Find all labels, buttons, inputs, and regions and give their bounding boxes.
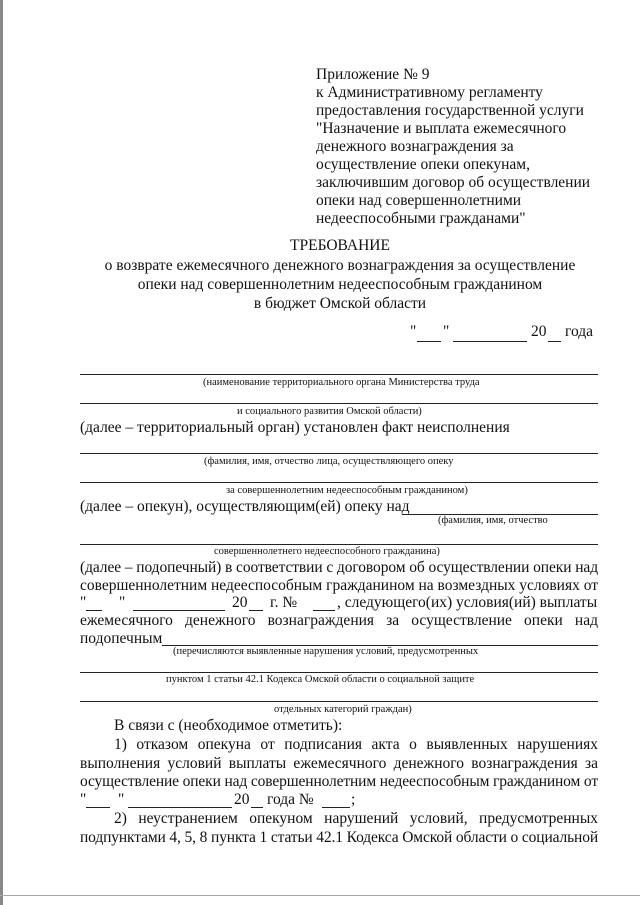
reasons-intro: В связи с (необходимое отметить): (114, 717, 343, 734)
territorial-organ-blank (80, 403, 598, 404)
caption: за совершеннолетним недееспособным гражданином) (226, 485, 468, 496)
body-line: , следующего(их) условия(ий) выплаты (337, 594, 598, 611)
caption: (наименование территориального органа Министерства труда (203, 377, 480, 388)
contract-year-blank (249, 610, 263, 611)
title-subline: о возврате ежемесячного денежного вознаграждения за осуществление (104, 257, 576, 274)
body-line: ежемесячного денежного вознаграждения за осуществление опеки над (80, 612, 598, 629)
reason-1-line: 1) отказом опекуна от подписания акта о выявленных нарушениях (114, 736, 598, 753)
reason-2-line: подпунктами 4, 5, 8 пункта 1 статьи 42.1 Кодекса Омской области о социальной (80, 829, 598, 846)
title-subline: в бюджет Омской области (253, 295, 427, 312)
contract-open-quote: " (80, 594, 87, 611)
guardian-name-blank (80, 453, 598, 454)
title-subline: опеки над совершеннолетним недееспособным гражданином (137, 276, 543, 293)
appendix-line: недееспособными гражданами" (316, 210, 526, 227)
act-close-quote: " (118, 791, 125, 808)
act-open-quote: " (80, 791, 87, 808)
territorial-organ-blank (80, 374, 598, 375)
caption: пунктом 1 статьи 42.1 Кодекса Омской области о социальной защите (166, 674, 475, 685)
act-month-blank (128, 807, 232, 808)
ward-name-blank (80, 544, 598, 545)
caption: и социального развития Омской области) (237, 406, 422, 417)
violations-blank (80, 672, 598, 673)
body-line: (далее – подопечный) в соответствии с договором об осуществлении опеки над (80, 559, 598, 576)
appendix-line: предоставления государственной услуги (316, 102, 584, 119)
body-line: (далее – опекун), осуществляющим(ей) опеку над (80, 498, 410, 515)
act-day-blank (86, 807, 110, 808)
appendix-line: заключившим договор об осуществлении (316, 174, 591, 191)
act-year-prefix: 20 (234, 791, 250, 808)
appendix-line: "Назначение и выплата ежемесячного (316, 120, 567, 137)
appendix-line: к Административному регламенту (316, 84, 543, 101)
act-year-blank (251, 807, 263, 808)
body-line: (далее – территориальный орган) установлен факт неисполнения (80, 419, 510, 436)
appendix-line: опеки над совершеннолетними (316, 192, 522, 209)
body-line: совершеннолетним недееспособным гражданином на возмездных условиях от (80, 577, 598, 594)
violations-blank (80, 701, 598, 702)
body-line: подопечным (80, 630, 163, 647)
document-title: ТРЕБОВАНИЕ (290, 237, 390, 254)
contract-close-quote: " (119, 594, 126, 611)
page-edge (0, 0, 3, 905)
caption: (перечисляются выявленные нарушения условий, предусмотренных (173, 646, 479, 657)
date-year-prefix: 20 (531, 323, 547, 340)
contract-number-label: г. № (270, 594, 298, 611)
contract-day-blank (86, 610, 102, 611)
date-month-blank (453, 341, 527, 342)
appendix-line: денежного вознаграждения за (316, 138, 514, 155)
act-end: ; (351, 791, 356, 808)
contract-number-blank (313, 610, 335, 611)
caption: (фамилия, имя, отчество (438, 515, 548, 526)
caption: совершеннолетнего недееспособного гражданина) (214, 546, 440, 557)
contract-year-prefix: 20 (232, 594, 248, 611)
act-number-blank (322, 807, 350, 808)
date-close-quote: " (443, 323, 450, 340)
reason-1-line: осуществление опеки над совершеннолетним недееспособным гражданином от (80, 773, 598, 790)
appendix-line: осуществление опеки опекунам, (316, 156, 530, 173)
date-year-suffix: года (565, 323, 594, 340)
date-day-blank (417, 341, 441, 342)
caption: отдельных категорий граждан) (274, 704, 412, 715)
contract-month-blank (133, 610, 225, 611)
date-year-blank (548, 341, 561, 342)
page-bottom-edge (0, 895, 640, 896)
date-open-quote: " (410, 323, 417, 340)
reason-2-line: 2) неустранением опекуном нарушений условий, предусмотренных (114, 810, 598, 827)
guardian-name-blank (80, 482, 598, 483)
caption: (фамилия, имя, отчество лица, осуществляющего опеку (204, 456, 454, 467)
appendix-line: Приложение № 9 (316, 66, 430, 83)
act-number-label: года № (267, 791, 314, 808)
reason-1-line: выполнения условий выплаты ежемесячного денежного вознаграждения за (80, 755, 598, 772)
